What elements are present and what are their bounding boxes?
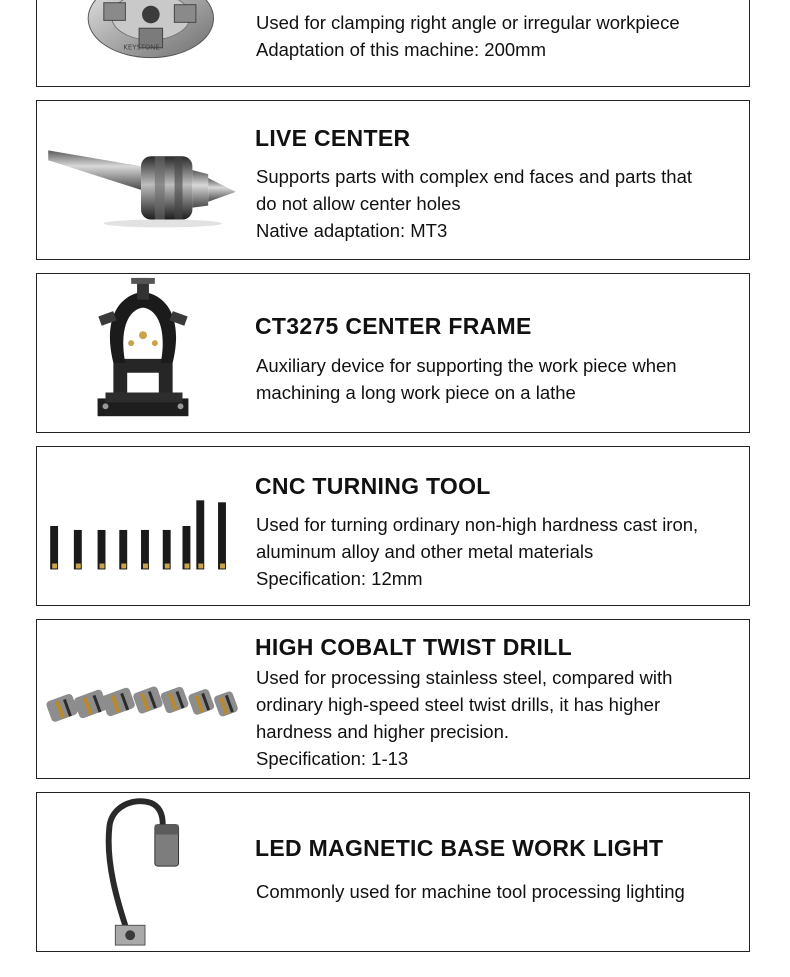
live-center-description bbox=[256, 163, 736, 244]
svg-text:KEYSTONE: KEYSTONE bbox=[123, 43, 160, 52]
product-card-live-center bbox=[36, 100, 750, 260]
turning-tool-set-image bbox=[43, 447, 243, 605]
product-card-twist-drill bbox=[36, 619, 750, 779]
twist-drill-title: HIGH COBALT TWIST DRILL bbox=[255, 634, 572, 660]
product-card-chuck bbox=[36, 0, 750, 87]
desc-line: Commonly used for machine tool processing lighting bbox=[256, 881, 685, 902]
center-frame-title: CT3275 CENTER FRAME bbox=[255, 313, 532, 339]
work-light-description bbox=[256, 878, 736, 905]
product-card-center-frame bbox=[36, 273, 750, 433]
live-center-title: LIVE CENTER bbox=[255, 125, 411, 151]
magnetic-work-light-image bbox=[43, 793, 243, 951]
desc-line: Used for processing stainless steel, compared with bbox=[256, 667, 673, 688]
product-card-turning-tool bbox=[36, 446, 750, 606]
four-jaw-chuck-image bbox=[43, 0, 243, 86]
work-light-title: LED MAGNETIC BASE WORK LIGHT bbox=[255, 835, 664, 861]
desc-line: Auxiliary device for supporting the work piece when bbox=[256, 355, 677, 376]
desc-line: do not allow center holes bbox=[256, 193, 461, 214]
turning-tool-title: CNC TURNING TOOL bbox=[255, 473, 491, 499]
twist-drill-description bbox=[256, 664, 736, 772]
desc-line: ordinary high-speed steel twist drills, it has higher bbox=[256, 694, 661, 715]
desc-line: Used for turning ordinary non-high hardness cast iron, bbox=[256, 514, 699, 535]
desc-line: Used for clamping right angle or irregular workpiece bbox=[256, 12, 680, 33]
center-frame-description bbox=[256, 352, 736, 406]
twist-drill-set-image bbox=[43, 620, 243, 778]
product-card-work-light bbox=[36, 792, 750, 952]
chuck-description bbox=[256, 9, 736, 63]
desc-line: Supports parts with complex end faces and parts that bbox=[256, 166, 693, 187]
desc-line: Specification: 12mm bbox=[256, 568, 423, 589]
desc-line: hardness and higher precision. bbox=[256, 721, 509, 742]
desc-line: Native adaptation: MT3 bbox=[256, 220, 448, 241]
live-center-image bbox=[43, 101, 243, 259]
desc-line: Specification: 1-13 bbox=[256, 748, 409, 769]
desc-line: aluminum alloy and other metal materials bbox=[256, 541, 594, 562]
turning-tool-description bbox=[256, 511, 736, 592]
desc-line: machining a long work piece on a lathe bbox=[256, 382, 576, 403]
desc-line: Adaptation of this machine: 200mm bbox=[256, 39, 546, 60]
steady-rest-image bbox=[43, 274, 243, 432]
